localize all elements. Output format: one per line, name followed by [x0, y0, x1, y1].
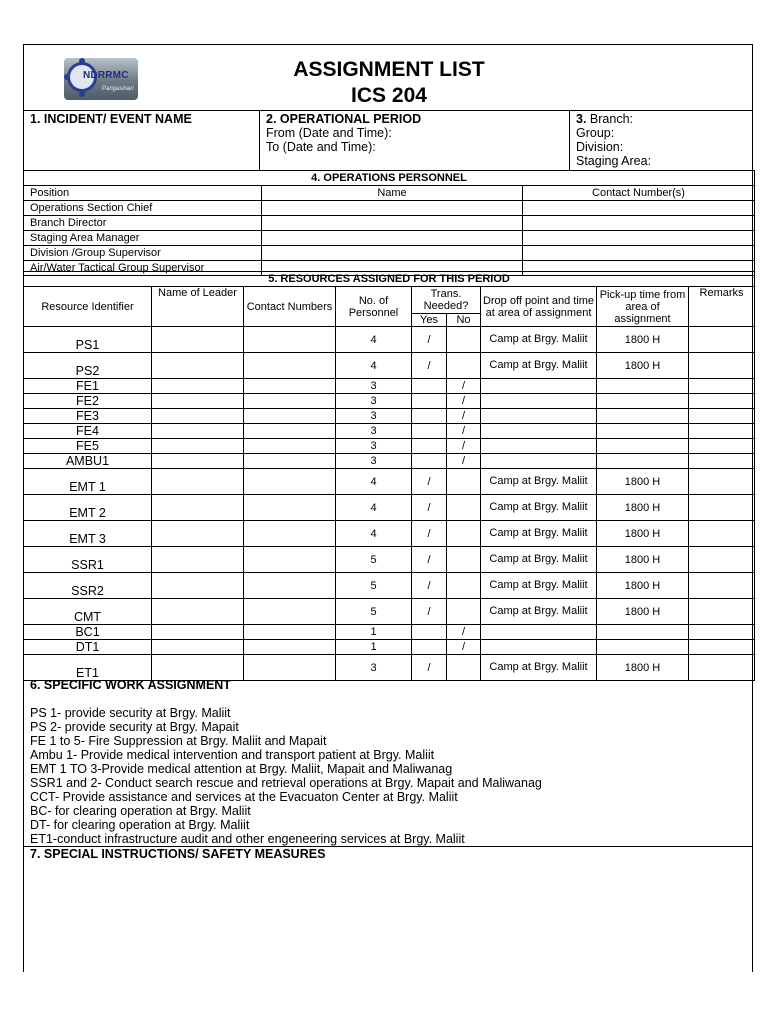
name-cell[interactable] — [262, 231, 523, 246]
resource-row — [24, 454, 755, 469]
contact-cell[interactable] — [244, 424, 336, 439]
operational-period-label: 2. OPERATIONAL PERIOD — [266, 112, 422, 126]
dropoff-cell[interactable]: Camp at Brgy. Maliit — [481, 469, 597, 495]
trans-yes-cell[interactable] — [412, 454, 447, 469]
leader-cell[interactable] — [152, 573, 244, 599]
resource-id-cell[interactable]: SSR2 — [24, 573, 152, 599]
remarks-cell[interactable] — [689, 625, 755, 640]
resource-row — [24, 469, 755, 495]
resource-row — [24, 495, 755, 521]
dropoff-cell[interactable] — [481, 640, 597, 655]
trans-no-cell[interactable] — [447, 599, 481, 625]
resource-row — [24, 573, 755, 599]
pickup-cell[interactable] — [597, 439, 689, 454]
resource-row — [24, 424, 755, 439]
personnel-cell[interactable]: 5 — [336, 547, 412, 573]
leader-header: Name of Leader — [152, 287, 244, 327]
trans-no-cell[interactable]: / — [447, 409, 481, 424]
resource-id-cell[interactable]: FE3 — [24, 409, 152, 424]
contact-cell[interactable] — [244, 439, 336, 454]
resource-id-cell[interactable]: ET1 — [24, 655, 152, 681]
remarks-cell[interactable] — [689, 547, 755, 573]
staging-area-label: Staging Area: — [576, 154, 652, 168]
trans-yes-cell[interactable]: / — [412, 353, 447, 379]
trans-yes-cell[interactable] — [412, 625, 447, 640]
trans-yes-cell[interactable]: / — [412, 547, 447, 573]
resource-id-cell[interactable]: FE1 — [24, 379, 152, 394]
remarks-cell[interactable] — [689, 439, 755, 454]
resource-id-cell[interactable]: AMBU1 — [24, 454, 152, 469]
incident-name-label: 1. INCIDENT/ EVENT NAME — [30, 112, 192, 126]
work-assignment-line: FE 1 to 5- Fire Suppression at Brgy. Maliit and Mapait — [30, 734, 327, 748]
personnel-cell[interactable]: 5 — [336, 599, 412, 625]
leader-cell[interactable] — [152, 469, 244, 495]
logo-dot-icon — [79, 91, 85, 97]
trans-yes-cell[interactable]: / — [412, 655, 447, 681]
position-cell: Air/Water Tactical Group Supervisor — [24, 261, 262, 276]
leader-cell[interactable] — [152, 625, 244, 640]
personnel-cell[interactable]: 3 — [336, 454, 412, 469]
pickup-cell[interactable]: 1800 H — [597, 353, 689, 379]
resource-id-cell[interactable]: FE2 — [24, 394, 152, 409]
contact-cell[interactable] — [244, 547, 336, 573]
work-assignment-line: EMT 1 TO 3-Provide medical attention at Brgy. Maliit, Mapait and Maliwanag — [30, 762, 453, 776]
work-assignment-section — [30, 678, 542, 846]
dropoff-cell[interactable]: Camp at Brgy. Maliit — [481, 353, 597, 379]
work-assignment-title: 6. SPECIFIC WORK ASSIGNMENT — [30, 678, 231, 692]
name-cell[interactable] — [262, 216, 523, 231]
resource-id-cell[interactable]: CMT — [24, 599, 152, 625]
dropoff-header: Drop off point and time at area of assignment — [481, 287, 597, 327]
trans-no-cell[interactable] — [447, 495, 481, 521]
trans-no-cell[interactable]: / — [447, 454, 481, 469]
trans-yes-cell[interactable] — [412, 394, 447, 409]
pickup-cell[interactable] — [597, 640, 689, 655]
work-assignment-line: PS 2- provide security at Brgy. Mapait — [30, 720, 239, 734]
logo-text: NDRRMC — [83, 70, 129, 81]
resource-id-cell[interactable]: EMT 3 — [24, 521, 152, 547]
work-assignment-line: Ambu 1- Provide medical intervention and transport patient at Brgy. Maliit — [30, 748, 435, 762]
resource-row — [24, 640, 755, 655]
group-label: Group: — [576, 126, 615, 140]
pickup-cell[interactable]: 1800 H — [597, 655, 689, 681]
pickup-cell[interactable]: 1800 H — [597, 469, 689, 495]
logo-subtext: Pangasinan — [102, 86, 134, 92]
resource-id-cell[interactable]: DT1 — [24, 640, 152, 655]
contact-header: Contact Number(s) — [523, 186, 755, 201]
dropoff-cell[interactable]: Camp at Brgy. Maliit — [481, 521, 597, 547]
name-cell[interactable] — [262, 246, 523, 261]
special-instructions-section[interactable] — [24, 846, 753, 861]
dropoff-cell[interactable]: Camp at Brgy. Maliit — [481, 655, 597, 681]
resource-id-cell[interactable]: EMT 1 — [24, 469, 152, 495]
personnel-cell[interactable]: 3 — [336, 394, 412, 409]
trans-no-cell[interactable]: / — [447, 394, 481, 409]
incident-name-field[interactable] — [24, 110, 260, 170]
trans-yes-cell[interactable] — [412, 439, 447, 454]
resource-id-cell[interactable]: PS2 — [24, 353, 152, 379]
trans-yes-cell[interactable] — [412, 640, 447, 655]
contact-cell[interactable] — [244, 379, 336, 394]
dropoff-cell[interactable] — [481, 394, 597, 409]
trans-no-cell[interactable]: / — [447, 379, 481, 394]
resource-row — [24, 379, 755, 394]
resource-id-cell[interactable]: FE4 — [24, 424, 152, 439]
resources-title: 5. RESOURCES ASSIGNED FOR THIS PERIOD — [24, 272, 755, 287]
pickup-cell[interactable]: 1800 H — [597, 573, 689, 599]
remarks-header: Remarks — [689, 287, 755, 327]
leader-cell[interactable] — [152, 521, 244, 547]
resource-row — [24, 521, 755, 547]
personnel-cell[interactable]: 4 — [336, 353, 412, 379]
trans-needed-header: Trans. Needed? — [412, 287, 481, 314]
trans-no-cell[interactable] — [447, 655, 481, 681]
logo-dot-icon — [79, 58, 85, 64]
contact-cell[interactable] — [244, 353, 336, 379]
trans-no-cell[interactable]: / — [447, 439, 481, 454]
remarks-cell[interactable] — [689, 327, 755, 353]
leader-cell[interactable] — [152, 327, 244, 353]
position-cell: Branch Director — [24, 216, 262, 231]
work-assignment-line: BC- for clearing operation at Brgy. Maliit — [30, 804, 251, 818]
leader-cell[interactable] — [152, 409, 244, 424]
logo-dot-icon — [64, 74, 70, 80]
work-assignment-line: ET1-conduct infrastructure audit and other engeneering services at Brgy. Maliit — [30, 832, 465, 846]
remarks-cell[interactable] — [689, 521, 755, 547]
leader-cell[interactable] — [152, 640, 244, 655]
assignment-list-form — [23, 44, 753, 972]
trans-yes-cell[interactable]: / — [412, 573, 447, 599]
dropoff-cell[interactable] — [481, 379, 597, 394]
personnel-cell[interactable]: 4 — [336, 327, 412, 353]
name-header: Name — [262, 186, 523, 201]
dropoff-cell[interactable] — [481, 439, 597, 454]
contact-cell[interactable] — [244, 394, 336, 409]
division-label: Division: — [576, 140, 624, 154]
branch-label: Branch: — [589, 112, 634, 126]
leader-cell[interactable] — [152, 394, 244, 409]
pickup-cell[interactable]: 1800 H — [597, 521, 689, 547]
contact-cell[interactable] — [244, 573, 336, 599]
pickup-cell[interactable]: 1800 H — [597, 327, 689, 353]
contact-cell[interactable] — [244, 409, 336, 424]
remarks-cell[interactable] — [689, 409, 755, 424]
work-assignment-line: SSR1 and 2- Conduct search rescue and retrieval operations at Brgy. Mapait and Maliwanag — [30, 776, 542, 790]
resource-row — [24, 599, 755, 625]
personnel-cell[interactable]: 3 — [336, 409, 412, 424]
contact-cell[interactable] — [244, 625, 336, 640]
contact-cell[interactable] — [244, 495, 336, 521]
trans-no-cell[interactable]: / — [447, 640, 481, 655]
trans-yes-cell[interactable] — [412, 409, 447, 424]
pickup-cell[interactable]: 1800 H — [597, 599, 689, 625]
contact-cell[interactable] — [523, 201, 755, 216]
personnel-header: No. of Personnel — [336, 287, 412, 327]
name-cell[interactable] — [262, 201, 523, 216]
leader-cell[interactable] — [152, 379, 244, 394]
trans-yes-cell[interactable] — [412, 379, 447, 394]
contact-numbers-header: Contact Numbers — [244, 287, 336, 327]
leader-cell[interactable] — [152, 424, 244, 439]
work-assignment-line: CCT- Provide assistance and services at the Evacuaton Center at Brgy. Maliit — [30, 790, 458, 804]
from-date-label: From (Date and Time): — [266, 126, 392, 140]
contact-cell[interactable] — [244, 655, 336, 681]
dropoff-cell[interactable]: Camp at Brgy. Maliit — [481, 599, 597, 625]
position-cell: Staging Area Manager — [24, 231, 262, 246]
personnel-cell[interactable]: 3 — [336, 439, 412, 454]
personnel-cell[interactable]: 4 — [336, 469, 412, 495]
dropoff-cell[interactable]: Camp at Brgy. Maliit — [481, 495, 597, 521]
resource-id-cell[interactable]: FE5 — [24, 439, 152, 454]
trans-no-cell[interactable] — [447, 469, 481, 495]
remarks-cell[interactable] — [689, 469, 755, 495]
resource-row — [24, 439, 755, 454]
trans-yes-cell[interactable]: / — [412, 495, 447, 521]
no-header: No — [447, 314, 481, 327]
resource-id-cell[interactable]: BC1 — [24, 625, 152, 640]
resource-id-cell[interactable]: PS1 — [24, 327, 152, 353]
leader-cell[interactable] — [152, 454, 244, 469]
personnel-cell[interactable]: 3 — [336, 655, 412, 681]
form-title: ASSIGNMENT LIST — [293, 58, 485, 81]
to-date-label: To (Date and Time): — [266, 140, 376, 154]
remarks-cell[interactable] — [689, 379, 755, 394]
resource-row — [24, 655, 755, 681]
branch-field[interactable] — [570, 110, 753, 170]
personnel-cell[interactable]: 3 — [336, 379, 412, 394]
yes-header: Yes — [412, 314, 447, 327]
pickup-cell[interactable] — [597, 454, 689, 469]
pickup-cell[interactable] — [597, 625, 689, 640]
operational-period-field[interactable] — [260, 110, 570, 170]
contact-cell[interactable] — [523, 216, 755, 231]
pickup-cell[interactable] — [597, 379, 689, 394]
remarks-cell[interactable] — [689, 394, 755, 409]
leader-cell[interactable] — [152, 655, 244, 681]
form-code: ICS 204 — [351, 84, 427, 107]
dropoff-cell[interactable] — [481, 454, 597, 469]
leader-cell[interactable] — [152, 547, 244, 573]
dropoff-cell[interactable]: Camp at Brgy. Maliit — [481, 547, 597, 573]
contact-cell[interactable] — [244, 640, 336, 655]
personnel-cell[interactable]: 5 — [336, 573, 412, 599]
trans-no-cell[interactable] — [447, 573, 481, 599]
contact-cell[interactable] — [244, 327, 336, 353]
trans-no-cell[interactable] — [447, 327, 481, 353]
remarks-cell[interactable] — [689, 640, 755, 655]
pickup-cell[interactable] — [597, 409, 689, 424]
dropoff-cell[interactable] — [481, 424, 597, 439]
remarks-cell[interactable] — [689, 573, 755, 599]
dropoff-cell[interactable] — [481, 409, 597, 424]
contact-cell[interactable] — [523, 231, 755, 246]
trans-yes-cell[interactable]: / — [412, 469, 447, 495]
resource-row — [24, 394, 755, 409]
pickup-cell[interactable]: 1800 H — [597, 547, 689, 573]
trans-yes-cell[interactable]: / — [412, 521, 447, 547]
leader-cell[interactable] — [152, 439, 244, 454]
trans-no-cell[interactable] — [447, 353, 481, 379]
operations-personnel-title: 4. OPERATIONS PERSONNEL — [24, 171, 755, 186]
remarks-cell[interactable] — [689, 655, 755, 681]
dropoff-cell[interactable] — [481, 625, 597, 640]
leader-cell[interactable] — [152, 599, 244, 625]
branch-number: 3. — [576, 112, 587, 126]
position-header: Position — [24, 186, 262, 201]
leader-cell[interactable] — [152, 353, 244, 379]
trans-no-cell[interactable]: / — [447, 424, 481, 439]
remarks-cell[interactable] — [689, 495, 755, 521]
resource-row — [24, 353, 755, 379]
position-cell: Operations Section Chief — [24, 201, 262, 216]
pickup-cell[interactable]: 1800 H — [597, 495, 689, 521]
leader-cell[interactable] — [152, 495, 244, 521]
dropoff-cell[interactable]: Camp at Brgy. Maliit — [481, 327, 597, 353]
dropoff-cell[interactable]: Camp at Brgy. Maliit — [481, 573, 597, 599]
personnel-cell[interactable]: 1 — [336, 625, 412, 640]
personnel-cell[interactable]: 1 — [336, 640, 412, 655]
trans-no-cell[interactable] — [447, 521, 481, 547]
trans-yes-cell[interactable]: / — [412, 327, 447, 353]
resource-row — [24, 409, 755, 424]
work-assignment-line: DT- for clearing operation at Brgy. Maliit — [30, 818, 250, 832]
resource-row — [24, 327, 755, 353]
remarks-cell[interactable] — [689, 454, 755, 469]
special-instructions-title: 7. SPECIAL INSTRUCTIONS/ SAFETY MEASURES — [30, 847, 326, 861]
remarks-cell[interactable] — [689, 599, 755, 625]
contact-cell[interactable] — [244, 599, 336, 625]
personnel-cell[interactable]: 4 — [336, 521, 412, 547]
trans-yes-cell[interactable] — [412, 424, 447, 439]
personnel-cell[interactable]: 3 — [336, 424, 412, 439]
remarks-cell[interactable] — [689, 424, 755, 439]
contact-cell[interactable] — [244, 521, 336, 547]
personnel-cell[interactable]: 4 — [336, 495, 412, 521]
trans-no-cell[interactable]: / — [447, 625, 481, 640]
resource-row — [24, 547, 755, 573]
resource-identifier-header: Resource Identifier — [24, 287, 152, 327]
trans-no-cell[interactable] — [447, 547, 481, 573]
position-cell: Division /Group Supervisor — [24, 246, 262, 261]
pickup-header: Pick-up time from area of assignment — [597, 287, 689, 327]
pickup-cell[interactable] — [597, 424, 689, 439]
work-assignment-line: PS 1- provide security at Brgy. Maliit — [30, 706, 231, 720]
contact-cell[interactable] — [523, 246, 755, 261]
resource-row — [24, 625, 755, 640]
pickup-cell[interactable] — [597, 394, 689, 409]
remarks-cell[interactable] — [689, 353, 755, 379]
contact-cell[interactable] — [244, 454, 336, 469]
resource-id-cell[interactable]: EMT 2 — [24, 495, 152, 521]
trans-yes-cell[interactable]: / — [412, 599, 447, 625]
resource-id-cell[interactable]: SSR1 — [24, 547, 152, 573]
contact-cell[interactable] — [244, 469, 336, 495]
ndrrmc-logo — [64, 58, 138, 100]
operations-personnel-table — [23, 170, 755, 276]
resources-table — [23, 271, 755, 681]
